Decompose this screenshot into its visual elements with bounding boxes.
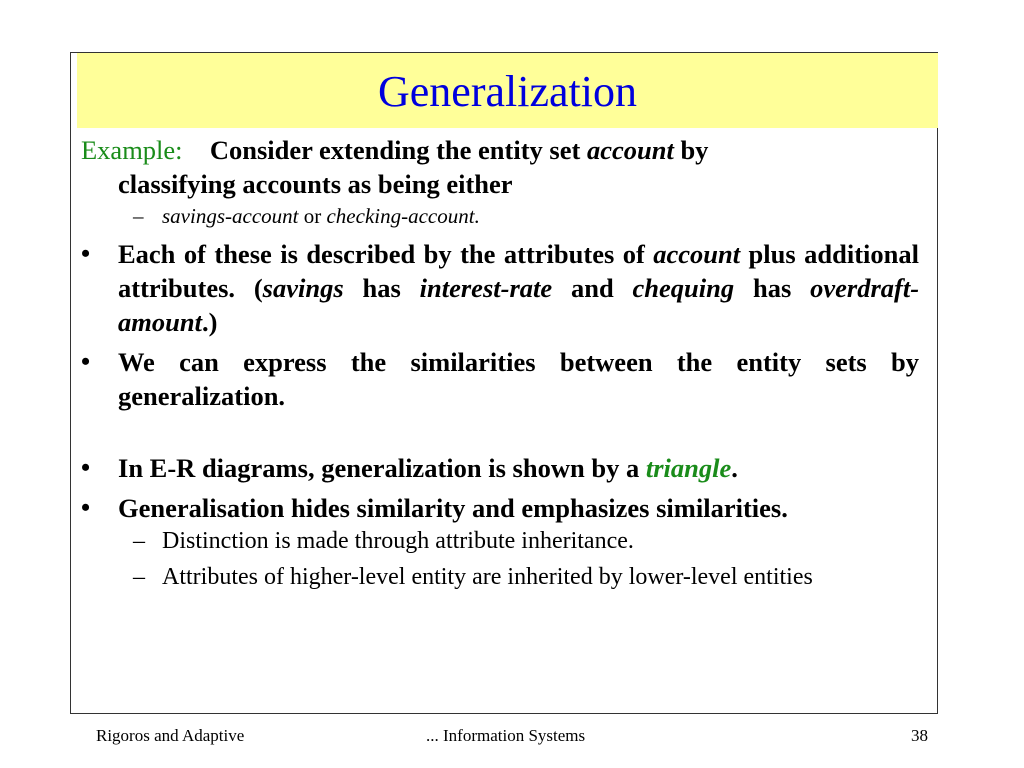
b1-has-2: has [752, 273, 792, 303]
sub-item-inheritance [81, 561, 919, 593]
b3-period: . [731, 453, 738, 483]
b1-interest-rate: interest-rate [419, 273, 553, 303]
b1-savings: savings [262, 273, 344, 303]
b1-text-c: plus additional attributes. ( [118, 239, 919, 303]
sub-item-distinction [81, 525, 919, 557]
example-text-c: classifying accounts as being either [118, 169, 513, 199]
example-term: account [586, 135, 674, 165]
b1-overdraft-amount: overdraft-amount [118, 273, 920, 337]
slide-body [81, 133, 919, 593]
bullet-marker: • [81, 493, 91, 522]
example-paragraph [81, 133, 919, 167]
sub1-or: or [303, 204, 322, 228]
b1-account: account [653, 239, 741, 269]
bullet-generalisation [81, 491, 919, 525]
bullet-attributes [81, 237, 919, 339]
example-continuation [81, 167, 919, 201]
example-text-a: Consider extending the entity set [209, 135, 581, 165]
sub2-text: Distinction is made through attribute inheritance. [162, 528, 634, 554]
footer-left: Rigoros and Adaptive [96, 726, 245, 745]
bullet-marker: • [81, 347, 91, 376]
dash-marker: – [133, 204, 144, 228]
b1-has-1: has [362, 273, 401, 303]
slide-title: Generalization [378, 67, 637, 116]
bullet-triangle [81, 451, 919, 485]
sub1-checking: checking-account. [326, 204, 480, 228]
sub-item-account-types [81, 201, 919, 231]
b4-text: Generalisation hides similarity and emphasizes similarities. [118, 493, 788, 523]
footer-center: ... Information Systems [426, 726, 586, 745]
bullet-marker: • [81, 239, 91, 268]
example-text-b: by [680, 135, 709, 165]
bullet-similarities [81, 345, 919, 413]
example-label: Example: [81, 135, 183, 165]
dash-marker: – [133, 564, 145, 590]
b1-close: .) [201, 307, 218, 337]
b3-text-a: In E-R diagrams, generalization is shown by a [118, 453, 640, 483]
b2-text: We can express the similarities between the entity sets by generalization. [118, 347, 919, 411]
page-number: 38 [911, 726, 928, 745]
b1-and: and [570, 273, 614, 303]
sub1-savings: savings-account [162, 204, 299, 228]
bullet-marker: • [81, 453, 91, 482]
sub3-text: Attributes of higher-level entity are inherited by lower-level entities [162, 564, 813, 590]
b3-triangle: triangle [645, 453, 732, 483]
b1-text-a: Each of these is described by the attributes of [118, 239, 645, 269]
b1-chequing: chequing [632, 273, 735, 303]
dash-marker: – [133, 528, 145, 554]
